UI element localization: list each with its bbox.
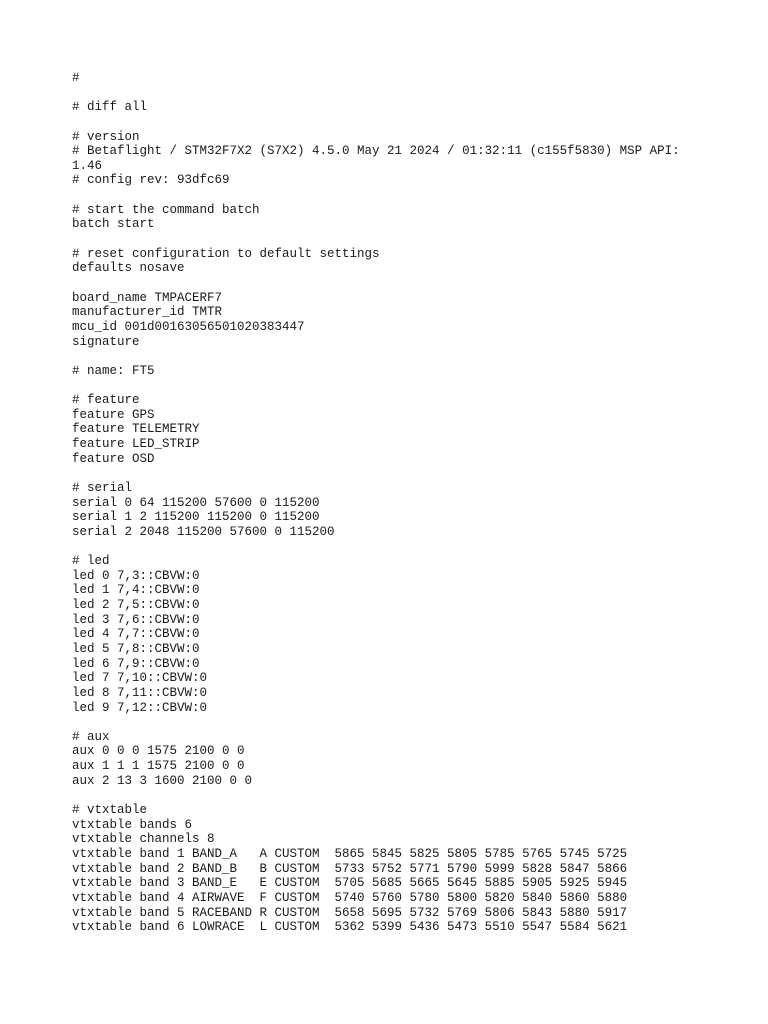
- text-line: vtxtable band 5 RACEBAND R CUSTOM 5658 5695 5732 5769 5806 5843 5880 5917: [72, 905, 628, 920]
- blank-line: [72, 715, 702, 730]
- text-line: serial 2 2048 115200 57600 0 115200: [72, 524, 335, 539]
- text-line: mcu_id 001d00163056501020383447: [72, 319, 305, 334]
- text-line: vtxtable band 3 BAND_E E CUSTOM 5705 5685 5665 5645 5885 5905 5925 5945: [72, 876, 628, 891]
- text-line: vtxtable band 4 AIRWAVE F CUSTOM 5740 5760 5780 5800 5820 5840 5860 5880: [72, 890, 628, 905]
- text-line: feature OSD: [72, 451, 155, 466]
- text-line: 1.46: [72, 158, 103, 173]
- text-line: feature LED_STRIP: [72, 437, 200, 452]
- blank-line: [72, 232, 702, 247]
- blank-line: [72, 276, 702, 291]
- blank-line: [72, 378, 702, 393]
- text-line: led 6 7,9::CBVW:0: [72, 656, 200, 671]
- text-line: # feature: [72, 393, 140, 408]
- text-line: serial 1 2 115200 115200 0 115200: [72, 510, 320, 525]
- text-line: defaults nosave: [72, 261, 185, 276]
- text-line: # Betaflight / STM32F7X2 (S7X2) 4.5.0 May 21 2024 / 01:32:11 (c155f5830) MSP API:: [72, 144, 680, 159]
- text-line: # led: [72, 554, 110, 569]
- text-line: feature GPS: [72, 407, 155, 422]
- text-line: led 7 7,10::CBVW:0: [72, 671, 208, 686]
- text-line: serial 0 64 115200 57600 0 115200: [72, 495, 320, 510]
- text-line: # diff all: [72, 100, 148, 115]
- text-line: # config rev: 93dfc69: [72, 173, 230, 188]
- text-line: signature: [72, 334, 140, 349]
- blank-line: [72, 349, 702, 364]
- text-line: led 9 7,12::CBVW:0: [72, 700, 208, 715]
- blank-line: [72, 188, 702, 203]
- text-line: feature TELEMETRY: [72, 422, 200, 437]
- text-line: #: [72, 71, 80, 85]
- blank-line: [72, 788, 702, 803]
- text-line: vtxtable band 6 LOWRACE L CUSTOM 5362 5399 5436 5473 5510 5547 5584 5621: [72, 920, 628, 935]
- text-line: # vtxtable: [72, 803, 148, 818]
- text-line: # aux: [72, 729, 110, 744]
- text-line: led 4 7,7::CBVW:0: [72, 627, 200, 642]
- text-line: # reset configuration to default settings: [72, 246, 380, 261]
- text-line: aux 1 1 1 1575 2100 0 0: [72, 759, 245, 774]
- blank-line: [72, 115, 702, 130]
- text-line: led 1 7,4::CBVW:0: [72, 583, 200, 598]
- blank-line: [72, 466, 702, 481]
- text-line: vtxtable band 2 BAND_B B CUSTOM 5733 5752 5771 5790 5999 5828 5847 5866: [72, 861, 628, 876]
- text-line: batch start: [72, 217, 155, 232]
- text-line: # name: FT5: [72, 363, 155, 378]
- text-line: aux 2 13 3 1600 2100 0 0: [72, 773, 253, 788]
- text-line: vtxtable bands 6: [72, 817, 193, 832]
- text-line: led 2 7,5::CBVW:0: [72, 598, 200, 613]
- text-line: # serial: [72, 480, 133, 495]
- text-line: led 0 7,3::CBVW:0: [72, 568, 200, 583]
- text-line: led 8 7,11::CBVW:0: [72, 685, 208, 700]
- text-line: vtxtable band 1 BAND_A A CUSTOM 5865 5845 5825 5805 5785 5765 5745 5725: [72, 846, 628, 861]
- text-line: led 5 7,8::CBVW:0: [72, 641, 200, 656]
- text-line: led 3 7,6::CBVW:0: [72, 612, 200, 627]
- blank-line: [72, 540, 702, 555]
- text-line: board_name TMPACERF7: [72, 290, 223, 305]
- config-diff-text: [72, 71, 702, 935]
- text-line: # version: [72, 129, 140, 144]
- text-line: vtxtable channels 8: [72, 832, 215, 847]
- text-line: aux 0 0 0 1575 2100 0 0: [72, 744, 245, 759]
- blank-line: [72, 86, 702, 101]
- text-line: manufacturer_id TMTR: [72, 305, 223, 320]
- text-line: # start the command batch: [72, 202, 260, 217]
